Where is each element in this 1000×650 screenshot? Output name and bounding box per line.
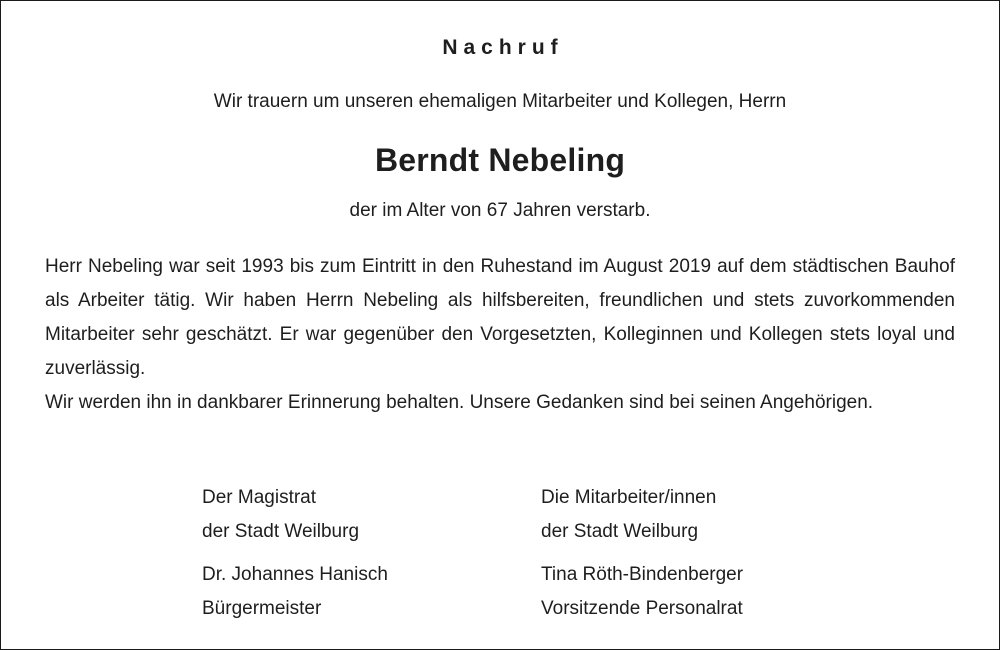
signature-left-organization — [202, 481, 359, 549]
signature-right-person — [541, 558, 743, 626]
signature-left-org-line-1: Der Magistrat — [202, 487, 317, 508]
signature-right-org-line-1: Die Mitarbeiter/innen — [541, 487, 717, 508]
signature-right-person-name: Tina Röth-Bindenberger — [541, 564, 744, 585]
intro-text: Wir trauern um unseren ehemaligen Mitarbeiter und Kollegen, Herrn — [213, 91, 787, 112]
deceased-name: Berndt Nebeling — [374, 142, 626, 178]
signature-right-org-line-2: der Stadt Weilburg — [541, 521, 699, 542]
signature-right-organization — [541, 481, 716, 549]
signature-left-person-role: Bürgermeister — [202, 598, 322, 619]
signature-right-person-role: Vorsitzende Personalrat — [541, 598, 743, 619]
remembrance-paragraph: Wir werden ihn in dankbarer Erinnerung behalten. Unsere Gedanken sind bei seinen Angehörigen. — [45, 392, 874, 413]
age-line: der im Alter von 67 Jahren verstarb. — [349, 200, 651, 221]
notice-heading: Nachruf — [442, 36, 564, 59]
signature-left-org-line-2: der Stadt Weilburg — [202, 521, 360, 542]
biography-paragraph: Herr Nebeling war seit 1993 bis zum Eintritt in den Ruhestand im August 2019 auf dem städtischen Bauhof als Arbeiter tätig. Wir haben Herrn Nebeling als hilfsbereiten, freundlichen und stets zuvorkommenden Mitarbeiter sehr geschätzt. Er war gegenüber den Vorgesetzten, Kolleginnen und Kollegen stets loyal und zuverlässig. — [45, 256, 955, 379]
signature-left-person — [202, 558, 388, 626]
signature-left-person-name: Dr. Johannes Hanisch — [202, 564, 388, 585]
